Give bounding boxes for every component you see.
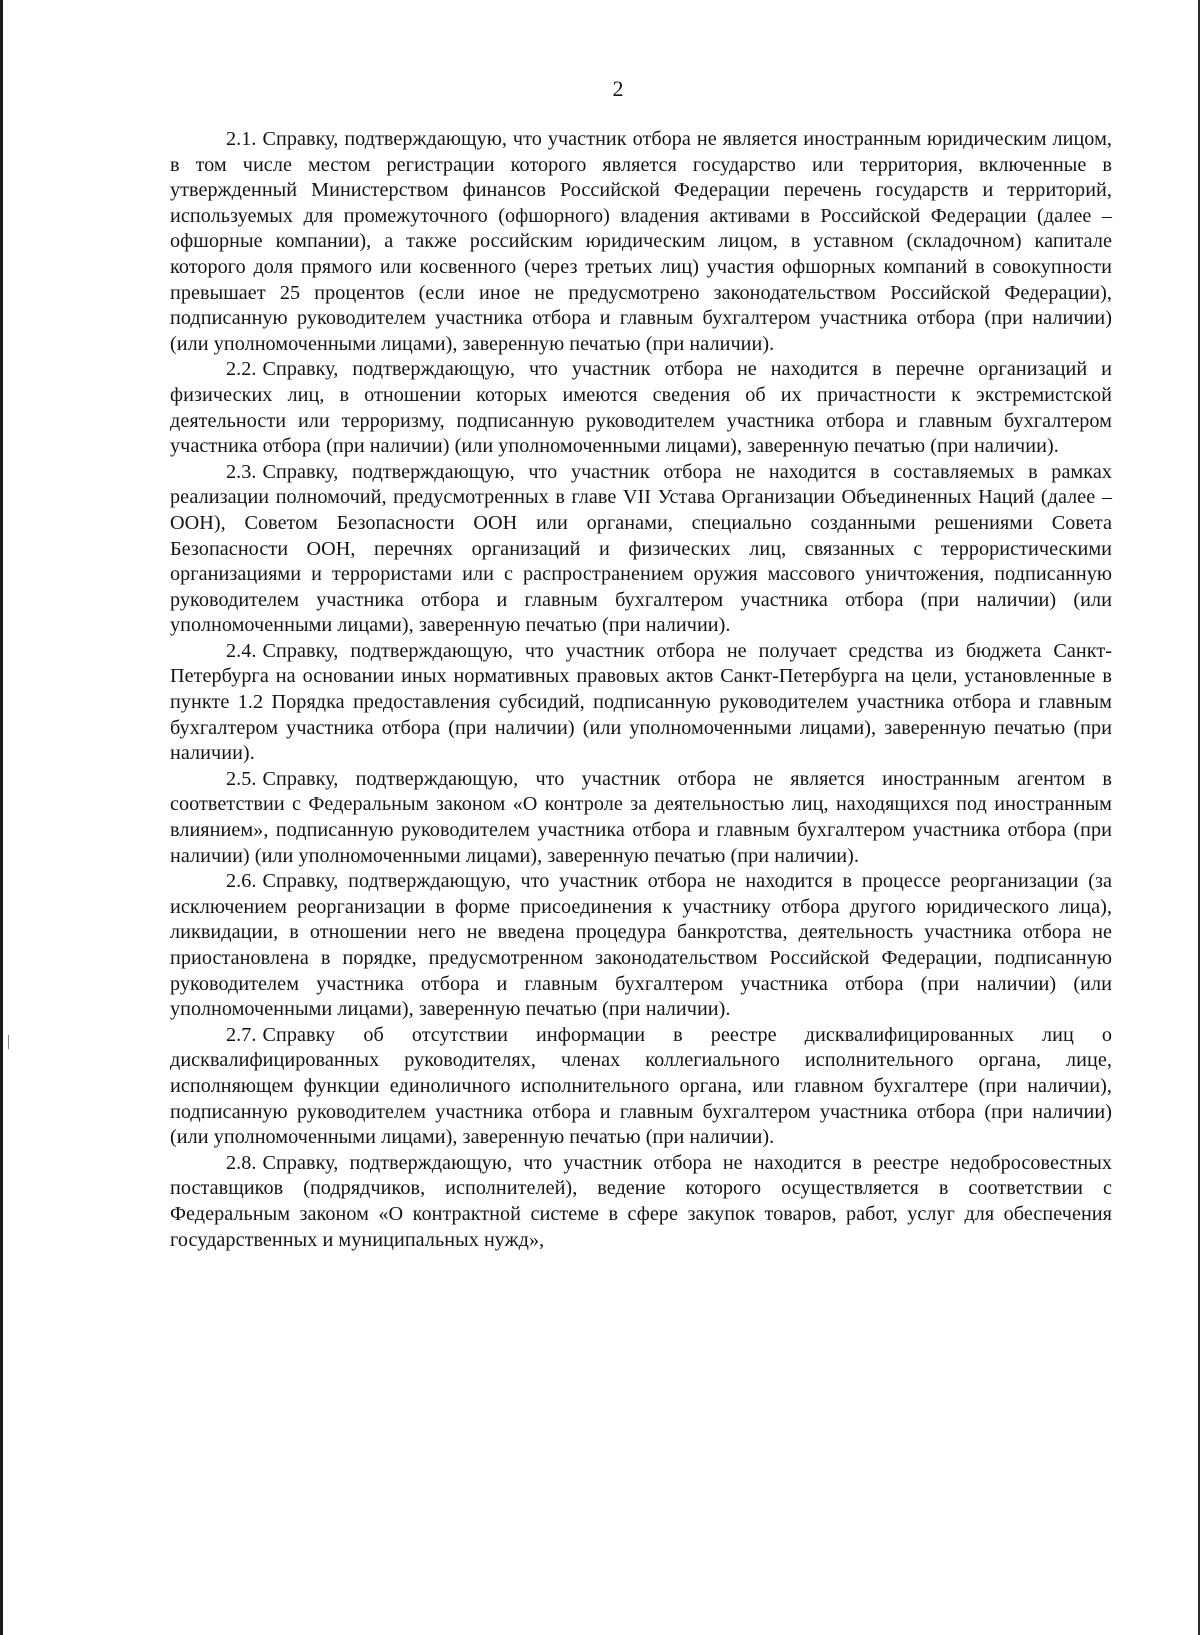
page-number: 2 bbox=[612, 76, 624, 101]
paragraph-text: Справку, подтверждающую, что участник отбора не находится в процессе реорганизации (за исключением реорганизации в форме присоединения к участнику отбора другого юридического лица), ликвидации, в отношении него не введена процедура банкротства, деятельность участника отбора не приостановлена в порядке, предусмотренном законодательством Российской Федерации, подписанную руководителем участника отбора и главным бухгалтером участника отбора (при наличии) (или уполномоченными лицами), заверенную печатью (при наличии). bbox=[170, 870, 1112, 1021]
paragraph-text: Справку, подтверждающую, что участник отбора не находится в перечне организаций и физических лиц, в отношении которых имеются сведения об их причастности к экстремистской деятельности или терроризму, подписанную руководителем участника отбора и главным бухгалтером участника отбора (при наличии) (или уполномоченными лицами), заверенную печатью (при наличии). bbox=[170, 358, 1112, 458]
scan-mark bbox=[8, 1035, 9, 1049]
paragraph-2-1 bbox=[170, 127, 1112, 357]
paragraph-2-8 bbox=[170, 1151, 1112, 1253]
paragraph-text: Справку, подтверждающую, что участник отбора не находится в реестре недобросовестных поставщиков (подрядчиков, исполнителей), ведение которого осуществляется в соответствии с Федеральным законом «О контрактной системе в сфере закупок товаров, работ, услуг для обеспечения государственных и муниципальных нужд», bbox=[170, 1151, 1112, 1251]
paragraph-2-7 bbox=[170, 1023, 1112, 1151]
paragraph-text: Справку, подтверждающую, что участник отбора не является иностранным юридическим лицом, в том числе местом регистрации которого является государство или территория, включенные в утвержденный Министерством финансов Российской Федерации перечень государств и территорий, используемых для промежуточного (офшорного) владения активами в Российской Федерации (далее – офшорные компании), а также российским юридическим лицом, в уставном (складочном) капитале которого доля прямого или косвенного (через третьих лиц) участия офшорных компаний в совокупности превышает 25 процентов (если иное не предусмотрено законодательством Российской Федерации), подписанную руководителем участника отбора и главным бухгалтером участника отбора (при наличии) (или уполномоченными лицами), заверенную печатью (при наличии). bbox=[170, 128, 1112, 355]
paragraph-number: 2.2. bbox=[226, 358, 257, 381]
paragraph-number: 2.6. bbox=[226, 870, 257, 893]
paragraph-number: 2.4. bbox=[226, 639, 257, 662]
paragraph-number: 2.3. bbox=[226, 460, 257, 483]
paragraph-text: Справку, подтверждающую, что участник отбора не является иностранным агентом в соответствии с Федеральным законом «О контроле за деятельностью лиц, находящихся под иностранным влиянием», подписанную руководителем участника отбора и главным бухгалтером участника отбора (при наличии) (или уполномоченными лицами), заверенную печатью (при наличии). bbox=[170, 767, 1112, 867]
document-body bbox=[170, 127, 1112, 1253]
paragraph-number: 2.5. bbox=[226, 767, 257, 790]
paragraph-2-3 bbox=[170, 460, 1112, 639]
paragraph-text: Справку, подтверждающую, что участник отбора не получает средства из бюджета Санкт-Петербурга на основании иных нормативных правовых актов Санкт-Петербурга на цели, установленные в пункте 1.2 Порядка предоставления субсидий, подписанную руководителем участника отбора и главным бухгалтером участника отбора (при наличии) (или уполномоченными лицами), заверенную печатью (при наличии). bbox=[170, 639, 1112, 765]
paragraph-text: Справку, подтверждающую, что участник отбора не находится в составляемых в рамках реализации полномочий, предусмотренных в главе VII Устава Организации Объединенных Наций (далее – ООН), Советом Безопасности ООН или органами, специально созданными решениями Совета Безопасности ООН, перечнях организаций и физических лиц, связанных с террористическими организациями и террористами или с распространением оружия массового уничтожения, подписанную руководителем участника отбора и главным бухгалтером участника отбора (при наличии) (или уполномоченными лицами), заверенную печатью (при наличии). bbox=[170, 460, 1112, 637]
paragraph-2-4 bbox=[170, 639, 1112, 767]
paragraph-number: 2.1. bbox=[226, 128, 257, 150]
scan-edge-left bbox=[0, 0, 3, 1635]
paragraph-text: Справку об отсутствии информации в реестре дисквалифицированных лиц о дисквалифицированных руководителях, членах коллегиального исполнительного органа, лице, исполняющем функции единоличного исполнительного органа, или главном бухгалтере (при наличии), подписанную руководителем участника отбора и главным бухгалтером участника отбора (при наличии) (или уполномоченными лицами), заверенную печатью (при наличии). bbox=[170, 1023, 1112, 1149]
paragraph-2-5 bbox=[170, 767, 1112, 869]
paragraph-number: 2.8. bbox=[226, 1151, 257, 1174]
paragraph-2-2 bbox=[170, 357, 1112, 459]
paragraph-number: 2.7. bbox=[226, 1023, 257, 1046]
paragraph-2-6 bbox=[170, 869, 1112, 1023]
